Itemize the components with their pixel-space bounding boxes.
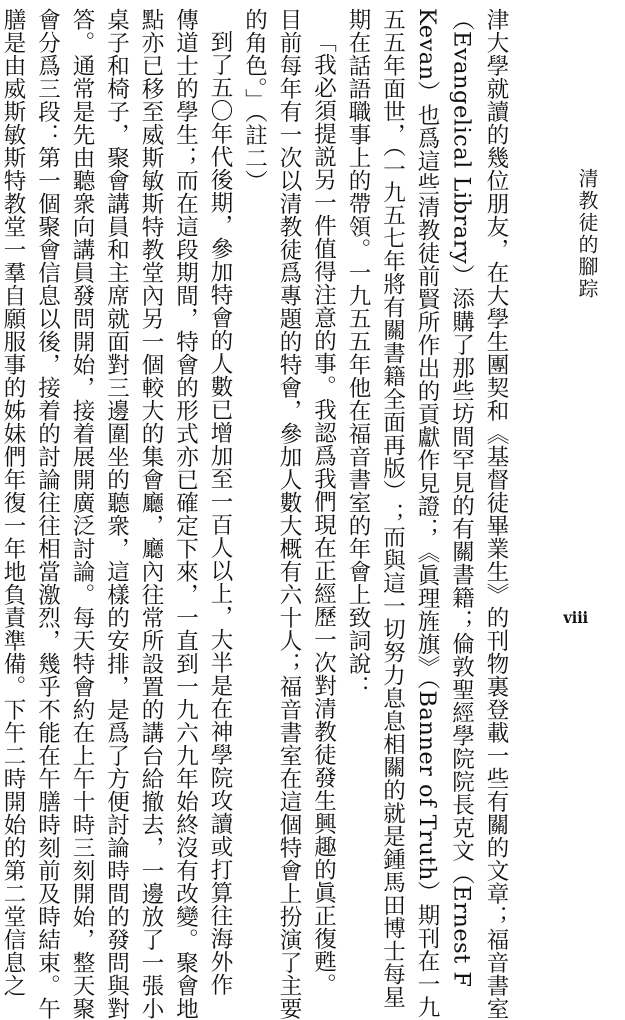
text-column: （Evangelical Library）添購了那些坊間罕見的有關書籍；倫敦聖經學院院長克文（Ernest F: [448, 8, 475, 988]
body-text: [0, 8, 513, 1020]
quote-column: 「我必須提説另一件值得注意的事。我認爲我們現在正經歷一次對清教徒發生興趣的眞正復甦。: [310, 30, 337, 996]
text-column: 傳道士的學生；而在這段期間，特會的形式亦已確定下來，一直到一九六九年始終沒有改變。聚會地: [172, 8, 199, 1020]
running-head: 清教徒的腳踪: [575, 168, 599, 300]
text-column: 五五年面世，（一九五七年將有關書籍全面再版）；而與這一切努力息息相關的就是鍾馬田博士每星: [379, 8, 406, 1009]
text-column: Kevan）也爲這些清教徒前賢所作出的貢獻作見證；《眞理旌旗》（Banner of Truth）期刊在一九: [414, 8, 440, 1019]
text-column: 到了五〇年代後期，參加特會的人數已增加至一百人以上，大半是在神學院攻讀或打算往海外作: [207, 30, 233, 996]
text-column: 津大學就讀的幾位朋友，在大學生團契和《基督徒畢業生》的刊物裏登載一些有關的文章；福音書室: [483, 8, 509, 1020]
text-column: 會分爲三段：第一個聚會信息以後，接着的討論往往相當激烈，幾乎不能在午膳時刻前及時結束。午: [34, 8, 61, 1020]
quote-column: 目前每年有一次以清教徒爲專題的特會，參加人數大概有六十人；福音書室在這個特會上扮演了主要: [276, 8, 302, 1020]
text-column: 桌子和椅子，聚會講員和主席就面對三邊圍坐的聽衆，這樣的安排，是爲了方便討論時間的發問與對: [103, 8, 130, 1020]
text-column: 膳是由威斯敏斯特教堂一羣自願服事的姊妹們年復一年地負責準備。下午二時開始的第二堂信息之: [0, 8, 26, 997]
page-number: viii: [563, 608, 589, 627]
text-column: 點亦已移至威斯敏斯特教堂內另一個較大的集會廳，廳內往常所設置的講台給撤去，一邊放了一張小: [138, 8, 164, 1020]
text-column: 期在話語職事上的帶領。一九五五年他在福音書室的年會上致詞說：: [345, 8, 371, 698]
quote-column: 的角色。」（註二）: [241, 8, 268, 193]
text-column: 答。通常是先由聽衆向講員發問開始，接着展開廣泛討論。每天特會約在上午十時三刻開始，整天聚: [69, 8, 95, 1020]
